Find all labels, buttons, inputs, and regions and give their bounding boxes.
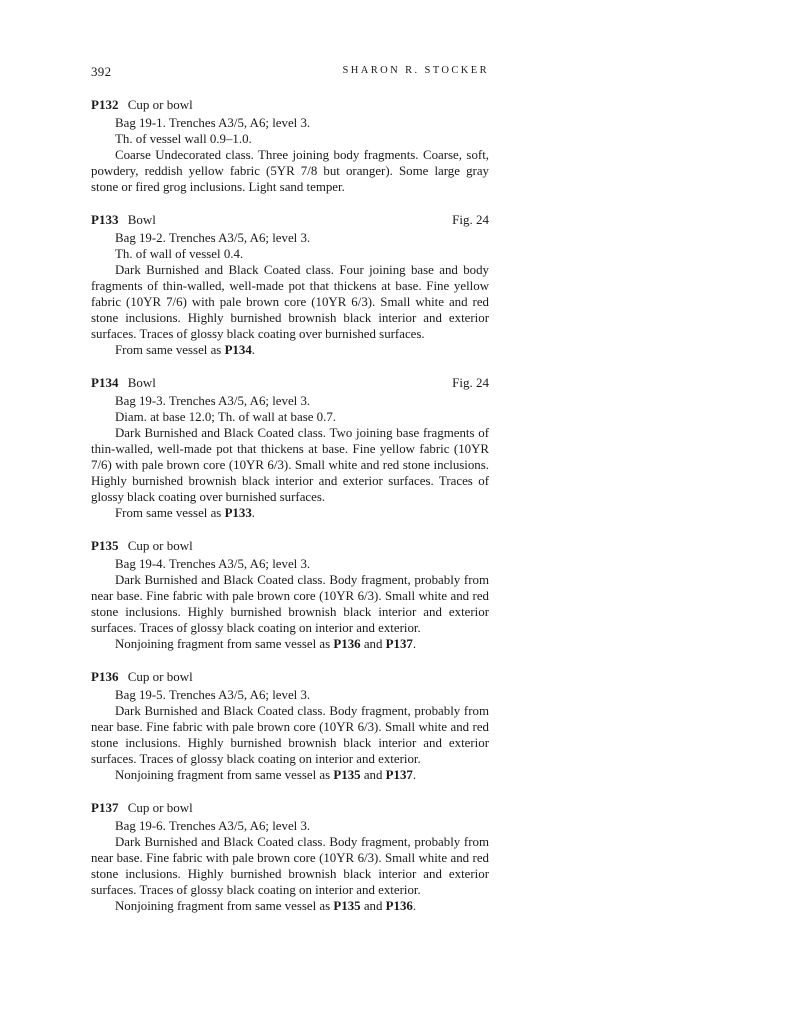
cross-reference-suffix: .	[412, 768, 417, 782]
catalog-number: P135	[91, 538, 119, 553]
catalog-entry-p134	[91, 374, 489, 521]
entry-heading	[91, 668, 489, 685]
cross-reference-prefix: From same vessel as	[115, 506, 225, 520]
cross-reference-suffix: .	[251, 506, 256, 520]
catalog-number: P132	[91, 97, 119, 112]
cross-reference-line	[91, 342, 489, 358]
catalog-entry-p136	[91, 668, 489, 783]
cross-reference-prefix: Nonjoining fragment from same vessel as	[115, 637, 334, 651]
cross-reference-number: P134	[224, 343, 252, 357]
catalog-number: P136	[91, 669, 119, 684]
catalog-entry-p137	[91, 799, 489, 914]
catalog-number: P133	[91, 212, 119, 227]
provenance-line: Bag 19-3. Trenches A3/5, A6; level 3.	[115, 394, 311, 408]
description-paragraph: Coarse Undecorated class. Three joining body fragments. Coarse, soft, powdery, reddish yellow fabric (5YR 7/8 but oranger). Some large gray stone or fired grog inclusions. Light sand temper.	[91, 148, 489, 194]
entry-heading	[91, 96, 489, 113]
vessel-type: Cup or bowl	[127, 800, 193, 815]
cross-reference-line	[91, 505, 489, 521]
figure-reference: Fig. 24	[452, 375, 489, 390]
dimension-line: Diam. at base 12.0; Th. of wall at base 0.7.	[115, 410, 336, 424]
cross-reference-line	[91, 636, 489, 652]
vessel-type: Cup or bowl	[127, 669, 193, 684]
provenance-line: Bag 19-6. Trenches A3/5, A6; level 3.	[115, 819, 311, 833]
cross-reference-number: P137	[385, 637, 413, 651]
cross-reference-suffix: .	[251, 343, 256, 357]
description-paragraph: Dark Burnished and Black Coated class. Two joining base fragments of thin-walled, well-made pot that thickens at base. Fine yellow fabric (10YR 7/6) with pale brown core (10YR 6/3). Small white and red stone inclusions. Highly burnished brownish black interior and exterior surfaces. Traces of glossy black coating over burnished surfaces.	[91, 426, 489, 504]
catalog-entry-p135	[91, 537, 489, 652]
description-paragraph: Dark Burnished and Black Coated class. Body fragment, probably from near base. Fine fabric with pale brown core (10YR 6/3). Small white and red stone inclusions. Highly burnished brownish black interior and exterior surfaces. Traces of glossy black coating on interior and exterior.	[91, 704, 489, 766]
catalog-entries	[91, 96, 489, 930]
provenance-line: Bag 19-4. Trenches A3/5, A6; level 3.	[115, 557, 311, 571]
description-paragraph: Dark Burnished and Black Coated class. Four joining base and body fragments of thin-walled, well-made pot that thickens at base. Fine yellow fabric (10YR 7/6) with pale brown core (10YR 6/3). Small white and red stone inclusions. Highly burnished brownish black interior and exterior surfaces. Traces of glossy black coating over burnished surfaces.	[91, 263, 489, 341]
provenance-line: Bag 19-5. Trenches A3/5, A6; level 3.	[115, 688, 311, 702]
catalog-number: P134	[91, 375, 119, 390]
cross-reference-conjunction: and	[360, 637, 386, 651]
entry-heading	[91, 211, 489, 228]
provenance-line: Bag 19-2. Trenches A3/5, A6; level 3.	[115, 231, 311, 245]
cross-reference-number: P133	[224, 506, 252, 520]
figure-reference: Fig. 24	[452, 212, 489, 227]
cross-reference-suffix: .	[412, 637, 417, 651]
catalog-number: P137	[91, 800, 119, 815]
cross-reference-conjunction: and	[360, 768, 386, 782]
cross-reference-number: P136	[385, 899, 413, 913]
cross-reference-number: P135	[333, 768, 361, 782]
dimension-line: Th. of vessel wall 0.9–1.0.	[115, 132, 252, 146]
vessel-type: Cup or bowl	[127, 97, 193, 112]
catalog-entry-p133	[91, 211, 489, 358]
dimension-line: Th. of wall of vessel 0.4.	[115, 247, 244, 261]
page-header	[91, 64, 489, 82]
cross-reference-number: P136	[333, 637, 361, 651]
cross-reference-line	[91, 898, 489, 914]
entry-heading	[91, 374, 489, 391]
vessel-type: Bowl	[127, 375, 156, 390]
vessel-type: Cup or bowl	[127, 538, 193, 553]
provenance-line: Bag 19-1. Trenches A3/5, A6; level 3.	[115, 116, 311, 130]
cross-reference-prefix: Nonjoining fragment from same vessel as	[115, 768, 334, 782]
vessel-type: Bowl	[127, 212, 156, 227]
entry-heading	[91, 799, 489, 816]
cross-reference-prefix: From same vessel as	[115, 343, 225, 357]
entry-heading	[91, 537, 489, 554]
running-head: SHARON R. STOCKER	[342, 65, 489, 76]
description-paragraph: Dark Burnished and Black Coated class. Body fragment, probably from near base. Fine fabric with pale brown core (10YR 6/3). Small white and red stone inclusions. Highly burnished brownish black interior and exterior surfaces. Traces of glossy black coating on interior and exterior.	[91, 835, 489, 897]
cross-reference-number: P135	[333, 899, 361, 913]
cross-reference-conjunction: and	[360, 899, 386, 913]
page-number: 392	[91, 64, 112, 79]
cross-reference-number: P137	[385, 768, 413, 782]
description-paragraph: Dark Burnished and Black Coated class. Body fragment, probably from near base. Fine fabric with pale brown core (10YR 6/3). Small white and red stone inclusions. Highly burnished brownish black interior and exterior surfaces. Traces of glossy black coating on interior and exterior.	[91, 573, 489, 635]
cross-reference-suffix: .	[412, 899, 417, 913]
cross-reference-line	[91, 767, 489, 783]
cross-reference-prefix: Nonjoining fragment from same vessel as	[115, 899, 334, 913]
catalog-entry-p132	[91, 96, 489, 195]
